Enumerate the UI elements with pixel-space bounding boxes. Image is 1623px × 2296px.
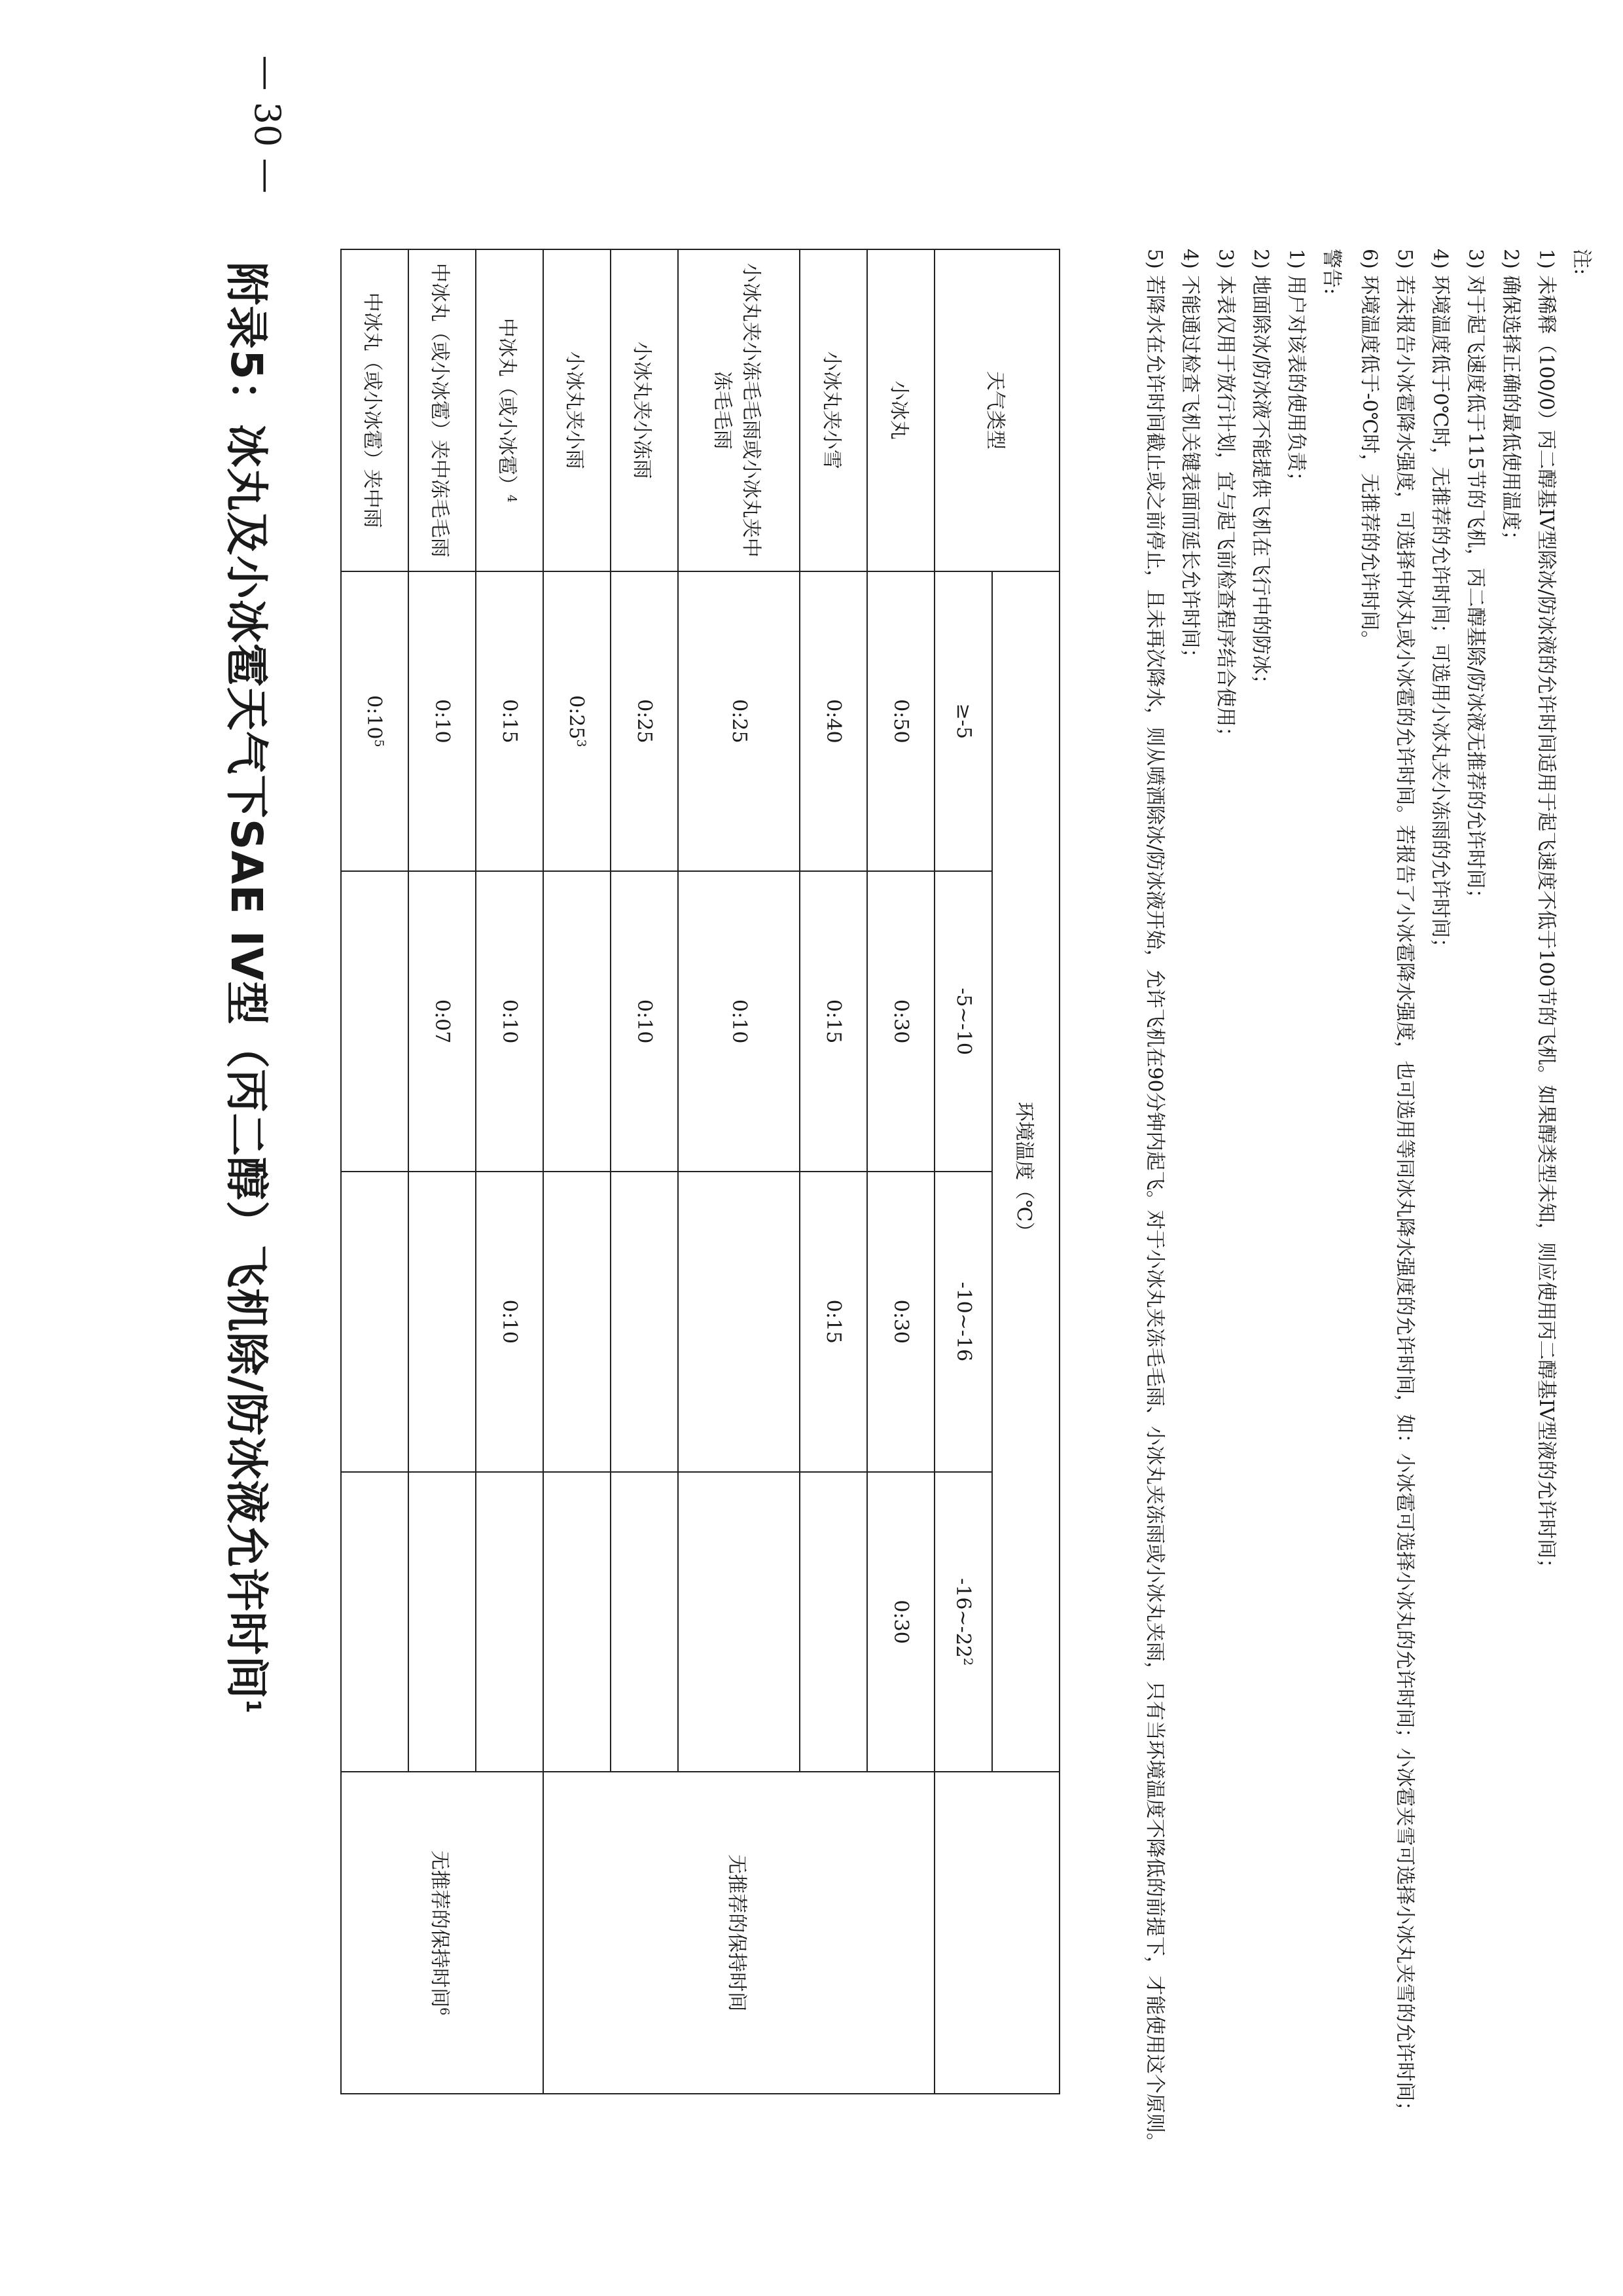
- weather-type-cell: 中冰丸（或小冰雹）夹中雨: [341, 249, 408, 571]
- time-cell: 0:10: [476, 1172, 543, 1472]
- time-cell: [408, 1172, 476, 1472]
- note-item: 4) 环境温度低于0℃时，无推荐的允许时间；可选用小冰丸夹小冻雨的允许时间；: [1429, 249, 1452, 958]
- temp-col-1: ≥-5: [935, 571, 992, 872]
- warning-item: 1) 用户对该表的使用负责；: [1285, 249, 1308, 492]
- weather-type-cell: 小冰丸: [867, 249, 935, 571]
- time-cell: [341, 1172, 408, 1472]
- time-cell: [543, 1472, 611, 1772]
- title-footnote-ref: 1: [241, 1699, 264, 1714]
- note-item: 5) 若未报告小冰雹降水强度，可选择中冰丸或小冰雹的允许时间。若报告了小冰雹降水强度，也可选用等同冰丸降水强度的允许时间，如：小冰雹可选择小冰丸的允许时间；小冰雹夹雪可选择小冰丸夹雪的允许时间；: [1393, 249, 1416, 2121]
- warning-item: 4) 不能通过检查飞机关键表面而延长允许时间；: [1179, 249, 1202, 668]
- time-cell: 0:40: [800, 571, 868, 872]
- warning-item: 2) 地面除冰/防冰液不能提供飞机在飞行中的防冰；: [1249, 249, 1272, 694]
- temp-col-2: -5~-10: [935, 871, 992, 1172]
- warnings-header: 警告:: [1320, 249, 1343, 295]
- time-cell: [678, 1172, 800, 1472]
- notes-header: 注:: [1570, 249, 1593, 276]
- weather-type-cell: 小冰丸夹小冻毛毛雨或小冰丸夹中冻毛毛雨: [678, 249, 800, 571]
- note-item: 3) 对于起飞速度低于115节的飞机，丙二醇基除/防冰液无推荐的允许时间；: [1464, 249, 1487, 908]
- time-cell: [543, 1172, 611, 1472]
- note-item: 6) 环境温度低于-0℃时，无推荐的允许时间。: [1358, 249, 1381, 651]
- warning-item: 3) 本表仅用于放行计划，宜与起飞前检查程序结合使用；: [1214, 249, 1237, 747]
- time-cell: 0:10: [611, 871, 678, 1172]
- note-item: 2) 确保选择正确的最低使用温度；: [1499, 249, 1522, 550]
- time-cell: $0:25^3$: [543, 571, 611, 872]
- time-cell: [611, 1472, 678, 1772]
- title-text: 附录5：冰丸及小冰雹天气下SAE IV型（丙二醇）飞机除/防冰液允许时间: [221, 262, 272, 1700]
- time-cell: $0:10^5$: [341, 571, 408, 872]
- temp-col-3: -10~-16: [935, 1172, 992, 1472]
- time-cell: 0:15: [800, 871, 868, 1172]
- time-cell: 0:25: [678, 571, 800, 872]
- no-holdover-note-2: 无推荐的保持时间$^6$: [341, 1772, 543, 2094]
- weather-type-cell: 小冰丸夹小雨: [543, 249, 611, 571]
- time-cell: 0:30: [867, 1472, 935, 1772]
- time-cell: [341, 871, 408, 1172]
- time-cell: 0:10: [476, 871, 543, 1172]
- time-cell: 0:10: [678, 871, 800, 1172]
- time-cell: 0:15: [800, 1172, 868, 1472]
- no-holdover-note-1: 无推荐的保持时间: [543, 1772, 935, 2094]
- time-cell: [800, 1472, 868, 1772]
- time-cell: [408, 1472, 476, 1772]
- time-cell: 0:07: [408, 871, 476, 1172]
- time-cell: [476, 1472, 543, 1772]
- spacer-header: [935, 1772, 1060, 2094]
- table-row: [476, 249, 543, 2094]
- note-item: 1) 未稀释（100/0）丙二醇基IV型除冰/防冰液的允许时间适用于起飞速度不低于100节的飞机。如果醇类型未知，则应使用丙二醇基IV型液的允许时间；: [1535, 249, 1558, 1579]
- weather-type-cell: 小冰丸夹小冻雨: [611, 249, 678, 571]
- time-cell: [341, 1472, 408, 1772]
- time-cell: [678, 1472, 800, 1772]
- notes-section: [1086, 249, 1597, 2245]
- temp-col-4: $-16\sim-22^2$: [935, 1472, 992, 1772]
- holdover-time-table: [340, 249, 1060, 2094]
- time-cell: 0:25: [611, 571, 678, 872]
- time-cell: [611, 1172, 678, 1472]
- time-cell: [543, 871, 611, 1172]
- page-number: — 30 —: [247, 55, 288, 194]
- weather-type-cell: 中冰丸（或小冰雹）$^4$: [476, 249, 543, 571]
- weather-type-header: 天气类型: [935, 249, 1060, 571]
- time-cell: 0:10: [408, 571, 476, 872]
- time-cell: 0:30: [867, 1172, 935, 1472]
- weather-type-cell: 中冰丸（或小冰雹）夹中冻毛毛雨: [408, 249, 476, 571]
- time-cell: 0:30: [867, 871, 935, 1172]
- temperature-header: 环境温度（℃）: [992, 571, 1060, 1772]
- table-row: [867, 249, 935, 2094]
- time-cell: 0:15: [476, 571, 543, 872]
- time-cell: 0:50: [867, 571, 935, 872]
- weather-type-cell: 小冰丸夹小雪: [800, 249, 868, 571]
- page-title: [219, 262, 281, 2225]
- warning-item: 5) 若降水在允许时间截止或之前停止，且未再次降水，则从喷洒除冰/防冰液开始，允许飞机在90分钟内起飞。对于小冰丸夹冻毛毛雨、小冰丸夹冻雨或小冰丸夹雨，只有当环境温度不降低的前提下，才能使用这个原则。: [1143, 249, 1166, 2153]
